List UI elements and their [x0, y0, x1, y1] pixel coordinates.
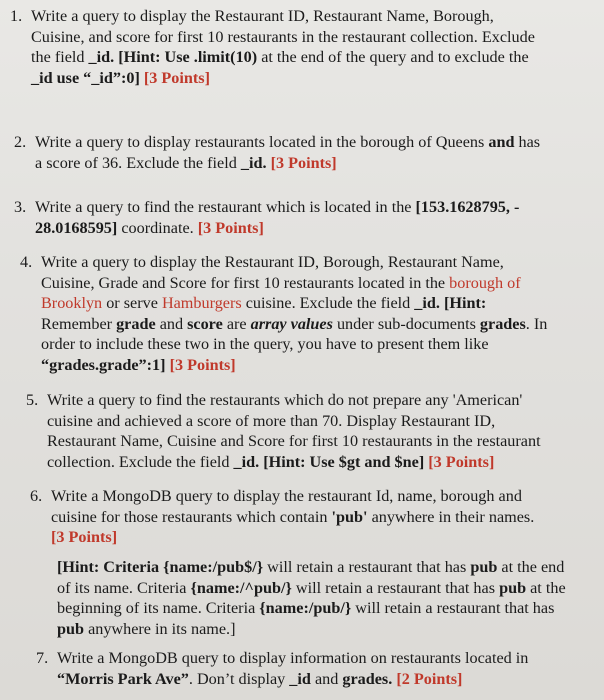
question-line: collection. Exclude the field _id. [Hint: Use $gt and $ne] [3 Points] — [47, 452, 495, 471]
question-3 — [14, 197, 600, 238]
question-line: Brooklyn or serve Hamburgers cuisine. Exclude the field _id. [Hint: — [41, 294, 487, 312]
question-line: cuisine and achieved a score of more than 70. Display Restaurant ID, — [47, 411, 496, 430]
question-line: Write a MongoDB query to display the restaurant Id, name, borough and — [51, 487, 522, 505]
question-line: the field _id. [Hint: Use .limit(10) at the end of the query and to exclude the — [31, 48, 529, 66]
question-line: Write a MongoDB query to display information on restaurants located in — [57, 649, 529, 667]
question-6 — [30, 486, 600, 548]
question-line: Write a query to display restaurants located in the borough of Queens and has — [35, 133, 541, 151]
question-line: “Morris Park Ave”. Don’t display _id and grades. [2 Points] — [57, 669, 463, 688]
question-number: 5. — [26, 391, 39, 409]
question-line: Write a query to find the restaurant which is located in the [153.1628795, - — [35, 198, 520, 216]
question-line: Write a query to find the restaurants which do not prepare any 'American' — [47, 391, 523, 409]
question-line: _id use “_id”:0] [3 Points] — [31, 68, 210, 87]
question-line: a score of 36. Exclude the field _id. [3 Points] — [35, 153, 337, 172]
question-2 — [14, 132, 600, 173]
hint-line: pub anywhere in its name.] — [57, 619, 236, 638]
question-7 — [36, 648, 600, 689]
question-number: 4. — [20, 253, 33, 271]
question-1 — [10, 6, 600, 88]
question-line: “grades.grade”:1] [3 Points] — [41, 355, 236, 374]
question-4 — [20, 252, 600, 375]
question-line: Write a query to display the Restaurant ID, Borough, Restaurant Name, — [41, 253, 504, 271]
question-line: Cuisine, Grade and Score for first 10 restaurants located in the borough of — [41, 273, 521, 292]
question-line: Restaurant Name, Cuisine and Score for first 10 restaurants in the restaurant — [47, 432, 541, 450]
question-line: order to include these two in the query, you have to present them like — [41, 335, 489, 353]
hint-line: beginning of its name. Criteria {name:/pub/} will retain a restaurant that has — [57, 599, 555, 617]
question-line: 28.0168595] coordinate. [3 Points] — [35, 218, 264, 237]
question-number: 6. — [30, 487, 43, 505]
question-number: 2. — [14, 133, 27, 151]
question-number: 3. — [14, 198, 27, 216]
question-6-hint — [57, 557, 600, 639]
hint-line: [Hint: Criteria {name:/pub$/} will retain a restaurant that has pub at the end — [57, 558, 565, 576]
question-line: Remember grade and score are array values under sub-documents grades. In — [41, 314, 548, 333]
question-line: Write a query to display the Restaurant ID, Restaurant Name, Borough, — [31, 7, 494, 25]
question-number: 1. — [10, 7, 23, 25]
hint-line: of its name. Criteria {name:/^pub/} will retain a restaurant that has pub at the — [57, 578, 566, 597]
question-line: cuisine for those restaurants which contain 'pub' anywhere in their names. — [51, 507, 535, 526]
question-line: [3 Points] — [51, 528, 118, 546]
question-line: Cuisine, and score for first 10 restaurants in the restaurant collection. Exclude — [31, 27, 535, 46]
question-number: 7. — [36, 649, 49, 667]
question-5 — [26, 390, 600, 472]
